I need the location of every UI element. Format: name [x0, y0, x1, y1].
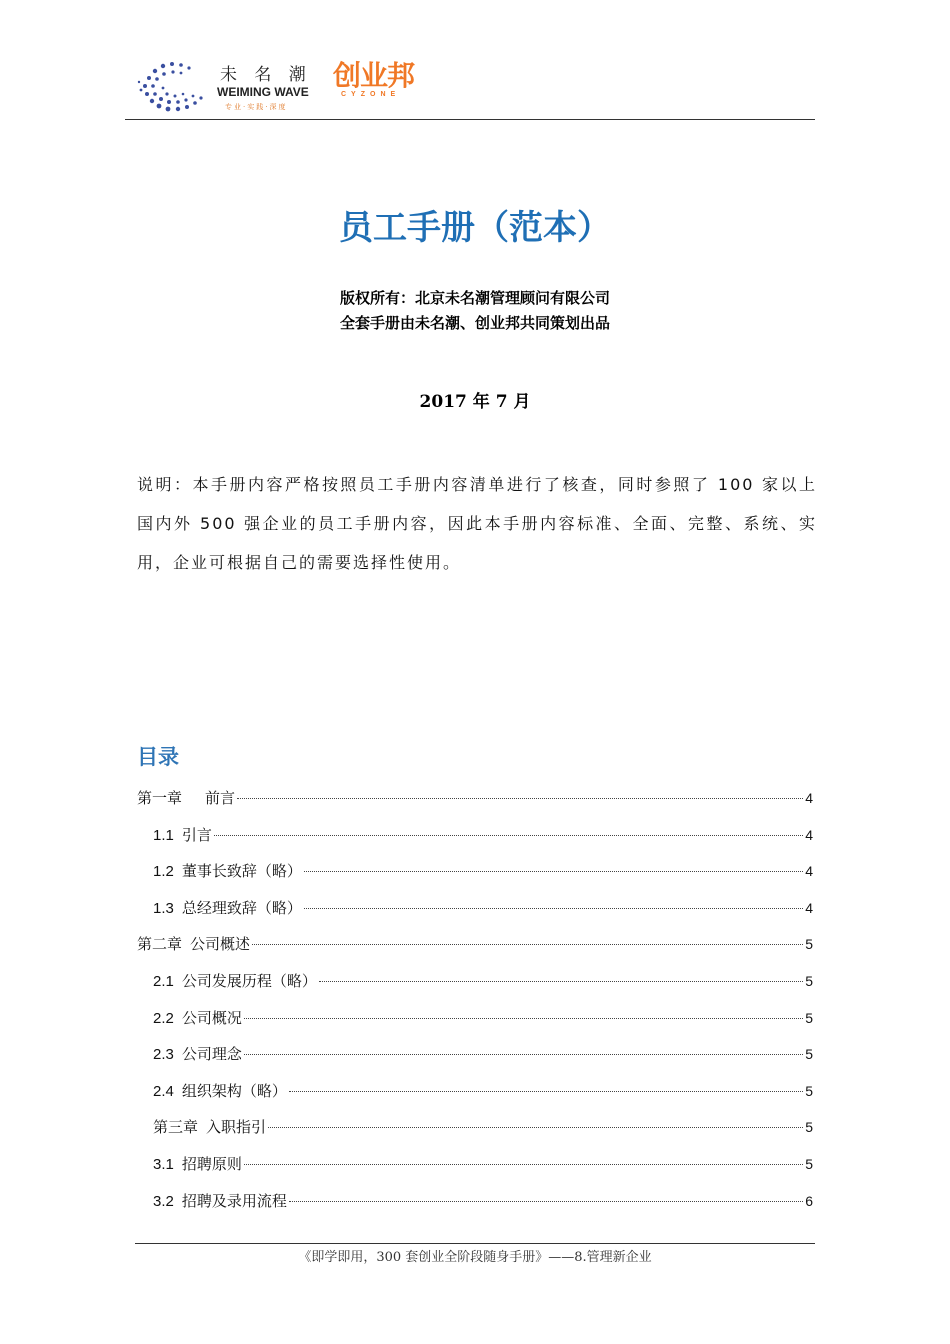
table-of-contents [137, 780, 813, 1219]
toc-entry-number: 2.4 [153, 1082, 174, 1100]
toc-entry[interactable] [137, 1109, 813, 1146]
logo-chinese-name: 未 名 潮 [220, 65, 312, 85]
toc-entry-number: 3.2 [153, 1192, 174, 1210]
toc-leader-dots [244, 1018, 803, 1019]
toc-entry-page: 5 [805, 1009, 813, 1026]
copyright-line: 版权所有：北京未名潮管理顾问有限公司 [339, 289, 610, 307]
toc-entry-text: 董事长致辞（略） [181, 862, 302, 881]
cyzone-english-name: CYZONE [341, 91, 401, 98]
toc-leader-dots [304, 908, 803, 909]
header-divider [125, 119, 815, 120]
cyzone-chinese-name: 创业邦 [333, 59, 415, 92]
toc-entry-number: 2.3 [153, 1046, 174, 1064]
toc-leader-dots [289, 1201, 803, 1202]
toc-entry-page: 4 [805, 826, 813, 843]
toc-entry-text: 公司发展历程（略） [181, 971, 317, 990]
toc-entry-text: 引言 [181, 825, 212, 844]
toc-entry-page: 5 [805, 1119, 813, 1136]
toc-leader-dots [252, 944, 803, 945]
toc-leader-dots [289, 1091, 803, 1092]
toc-leader-dots [244, 1164, 803, 1165]
logo-slogan: 专业·实践·深度 [225, 103, 288, 111]
copyright-block [0, 286, 950, 336]
toc-entry[interactable] [137, 817, 813, 854]
page-footer: 《即学即用，300 套创业全阶段随身手册》——8.管理新企业 [298, 1250, 652, 1265]
toc-entry-page: 5 [805, 1046, 813, 1063]
publish-date: 2017 年 7 月 [419, 392, 531, 412]
toc-leader-dots [214, 835, 803, 836]
toc-entry-page: 6 [805, 1192, 813, 1209]
toc-entry-page: 4 [805, 790, 813, 806]
page-header [125, 52, 815, 122]
toc-entry-page: 5 [805, 972, 813, 989]
toc-heading: 目录 [137, 745, 179, 769]
toc-entry-text: 公司概述 [190, 935, 251, 954]
footer-divider [135, 1243, 815, 1244]
toc-entry-page: 4 [805, 899, 813, 916]
producer-line: 全套手册由未名潮、创业邦共同策划出品 [339, 314, 610, 332]
toc-entry-text: 招聘原则 [181, 1154, 242, 1173]
toc-entry[interactable] [137, 890, 813, 927]
toc-entry-page: 4 [805, 863, 813, 880]
toc-entry-number: 1.2 [153, 863, 174, 881]
toc-entry-number: 2.2 [153, 1009, 174, 1027]
toc-entry-text: 公司概况 [181, 1008, 242, 1027]
toc-leader-dots [268, 1127, 803, 1128]
description-paragraph: 说明：本手册内容严格按照员工手册内容清单进行了核查，同时参照了 100 家以上国内外 500 强企业的员工手册内容，因此本手册内容标准、全面、完整、系统、实用，企业可根据自己的需要选择性使用。 [137, 475, 817, 572]
toc-entry[interactable] [137, 1036, 813, 1073]
toc-entry-number: 2.1 [153, 972, 174, 990]
toc-entry-page: 5 [805, 1155, 813, 1172]
toc-entry-text: 入职指引 [206, 1118, 267, 1137]
toc-entry-page: 5 [805, 1082, 813, 1099]
toc-leader-dots [244, 1054, 803, 1055]
toc-leader-dots [304, 871, 803, 872]
cyzone-logo [333, 59, 415, 98]
toc-leader-dots [319, 981, 803, 982]
toc-entry-text: 组织架构（略） [181, 1081, 287, 1100]
weiming-wave-logo-icon [133, 56, 213, 116]
toc-entry[interactable] [137, 1183, 813, 1220]
toc-entry-text: 公司理念 [181, 1045, 242, 1064]
toc-entry-number: 第二章 [137, 935, 183, 954]
toc-entry-page: 5 [805, 936, 813, 953]
toc-entry[interactable] [137, 1146, 813, 1183]
logo-english-name: WEIMING WAVE [217, 85, 309, 99]
toc-entry-number: 第三章 [153, 1118, 199, 1137]
toc-entry[interactable] [137, 926, 813, 963]
toc-entry-number: 第一章 [137, 789, 183, 807]
document-title: 员工手册（范本） [339, 208, 611, 248]
toc-entry[interactable] [137, 1073, 813, 1110]
toc-entry-text: 招聘及录用流程 [181, 1191, 287, 1210]
toc-entry-number: 3.1 [153, 1155, 174, 1173]
toc-leader-dots [237, 798, 803, 799]
toc-entry[interactable] [137, 853, 813, 890]
toc-entry-number: 1.1 [153, 826, 174, 844]
toc-entry-text: 总经理致辞（略） [181, 898, 302, 917]
toc-entry[interactable] [137, 963, 813, 1000]
toc-entry[interactable] [137, 1000, 813, 1037]
toc-entry-text: 前言 [190, 789, 236, 807]
toc-entry[interactable] [137, 780, 813, 817]
toc-entry-number: 1.3 [153, 899, 174, 917]
